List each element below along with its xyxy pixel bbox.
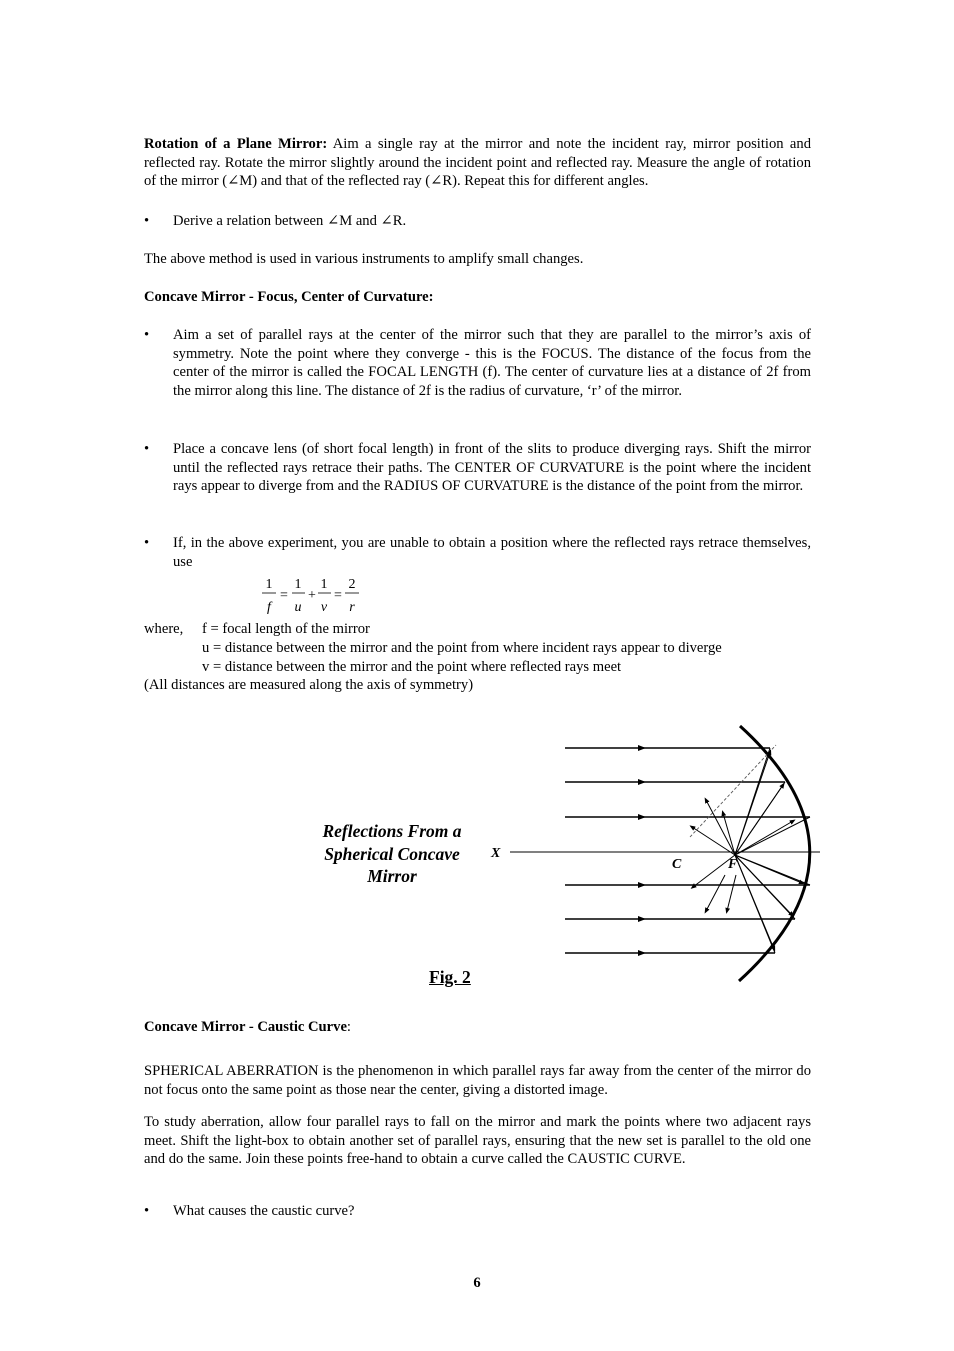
- bullet-focus: [144, 326, 811, 400]
- formula-equals-2: =: [334, 588, 342, 603]
- bullet-icon: •: [144, 1203, 150, 1219]
- v-definition: v = distance between the mirror and the point where reflected rays meet: [202, 659, 622, 675]
- caustic-heading-colon: :: [346, 1019, 351, 1035]
- f-definition: f = focal length of the mirror: [202, 621, 370, 637]
- reflected-ray: [727, 875, 736, 911]
- formula-numerator-2: 1: [294, 577, 302, 592]
- concave-mirror-diagram: [480, 715, 830, 990]
- page-number: 6: [473, 1275, 481, 1291]
- u-definition: u = distance between the mirror and the point from where incident rays appear to diverge: [202, 640, 722, 656]
- formula-denominator-u: u: [294, 600, 302, 615]
- caustic-study-paragraph: To study aberration, allow four parallel rays to fall on the mirror and mark the points where two adjacent rays meet. Shift the light-box to obtain another set of parallel rays, ensuring that the new set is parallel to the old one and do the same. Join these points free-hand to obtain a curve called the CAUSTIC CURVE.: [144, 1114, 811, 1168]
- bullet-curvature: [144, 440, 811, 496]
- rotation-heading: Rotation of a Plane Mirror:: [144, 136, 328, 152]
- incident-rays: [565, 748, 810, 953]
- reflected-ray: [735, 785, 783, 855]
- arrowhead: [638, 882, 646, 888]
- formula-numerator-3: 1: [320, 577, 328, 592]
- concave-heading: Concave Mirror - Focus, Center of Curvature:: [144, 289, 434, 305]
- formula-numerator-4: 2: [348, 577, 356, 592]
- mirror-formula: [258, 574, 368, 618]
- formula-plus: +: [308, 588, 316, 603]
- label-x: X: [491, 846, 501, 861]
- reflected-ray: [706, 875, 725, 911]
- label-f: F: [728, 857, 738, 872]
- bullet-icon: •: [144, 327, 150, 343]
- rotation-body: Aim a single ray at the mirror and note the incident ray, mirror position and reflected ray. Rotate the mirror slightly around the incident point and reflected ray. Measure the angle of rotation of the mirror (∠M) and that of the reflected ray (∠R). Repeat this for different angles.: [144, 136, 811, 190]
- formula-denominator-f: f: [267, 600, 271, 615]
- figure-title-line-1: Reflections From a: [322, 821, 462, 841]
- amplify-paragraph: The above method is used in various instruments to amplify small changes.: [144, 251, 584, 267]
- caustic-heading: [144, 1018, 811, 1037]
- figure-title-line-3: Mirror: [367, 866, 417, 886]
- bullet-icon: •: [144, 213, 150, 229]
- arrowhead: [638, 745, 646, 751]
- figure-title-line-2: Spherical Concave: [324, 843, 460, 864]
- bullet-focus-text: Aim a set of parallel rays at the center of the mirror such that they are parallel to the mirror’s axis of symmetry. Note the point where they converge - this is the FOCUS. The distance of the focus from the center of the mirror is called the FOCAL LENGTH (f). The center of curvature lies at a distance of 2f from the mirror along this line. The distance of 2f is the radius of curvature, ‘r’ of the mirror.: [173, 327, 811, 399]
- reflected-ray: [706, 800, 735, 855]
- caustic-heading-text: Concave Mirror - Caustic Curve: [144, 1019, 347, 1035]
- bullet-caustic: [144, 1202, 811, 1221]
- bullet-caustic-text: What causes the caustic curve?: [173, 1203, 355, 1219]
- bullet-curvature-text: Place a concave lens (of short focal length) in front of the slits to produce diverging rays. Shift the mirror until the reflected rays retrace their paths. The CENTER OF CURVATURE is the point where the incident rays appear to diverge from and the RADIUS OF CURVATURE is the distance of the point from the mirror.: [173, 441, 811, 495]
- figure-title: [296, 820, 488, 888]
- dashed-normal: [690, 745, 776, 837]
- distances-note: (All distances are measured along the axis of symmetry): [144, 677, 474, 693]
- formula-numerator-1: 1: [265, 577, 273, 592]
- aberration-paragraph: SPHERICAL ABERRATION is the phenomenon in which parallel rays far away from the center of the mirror do not focus onto the same point as those near the center, giving a distorted image.: [144, 1063, 811, 1098]
- arrowhead: [638, 916, 646, 922]
- where-label: where,: [144, 621, 184, 637]
- arrowhead: [638, 779, 646, 785]
- bullet-derive: [144, 212, 811, 231]
- figure-caption: Fig. 2: [429, 967, 471, 987]
- bullet-icon: •: [144, 441, 150, 457]
- rotation-paragraph: [144, 135, 811, 191]
- formula-denominator-r: r: [349, 600, 355, 615]
- bullet-derive-text: Derive a relation between ∠M and ∠R.: [173, 213, 407, 229]
- arrowhead: [638, 814, 646, 820]
- reflected-rays: [692, 748, 810, 953]
- formula-denominator-v: v: [320, 600, 328, 615]
- concave-mirror: [739, 726, 810, 981]
- arrowhead: [638, 950, 646, 956]
- bullet-formula: [144, 534, 811, 571]
- bullet-formula-text: If, in the above experiment, you are unable to obtain a position where the reflected rays retrace themselves, use: [173, 535, 811, 570]
- formula-equals-1: =: [280, 588, 288, 603]
- incident-arrowheads: [638, 745, 646, 956]
- bullet-icon: •: [144, 535, 150, 551]
- label-c: C: [672, 857, 682, 872]
- reflected-ray: [735, 821, 793, 855]
